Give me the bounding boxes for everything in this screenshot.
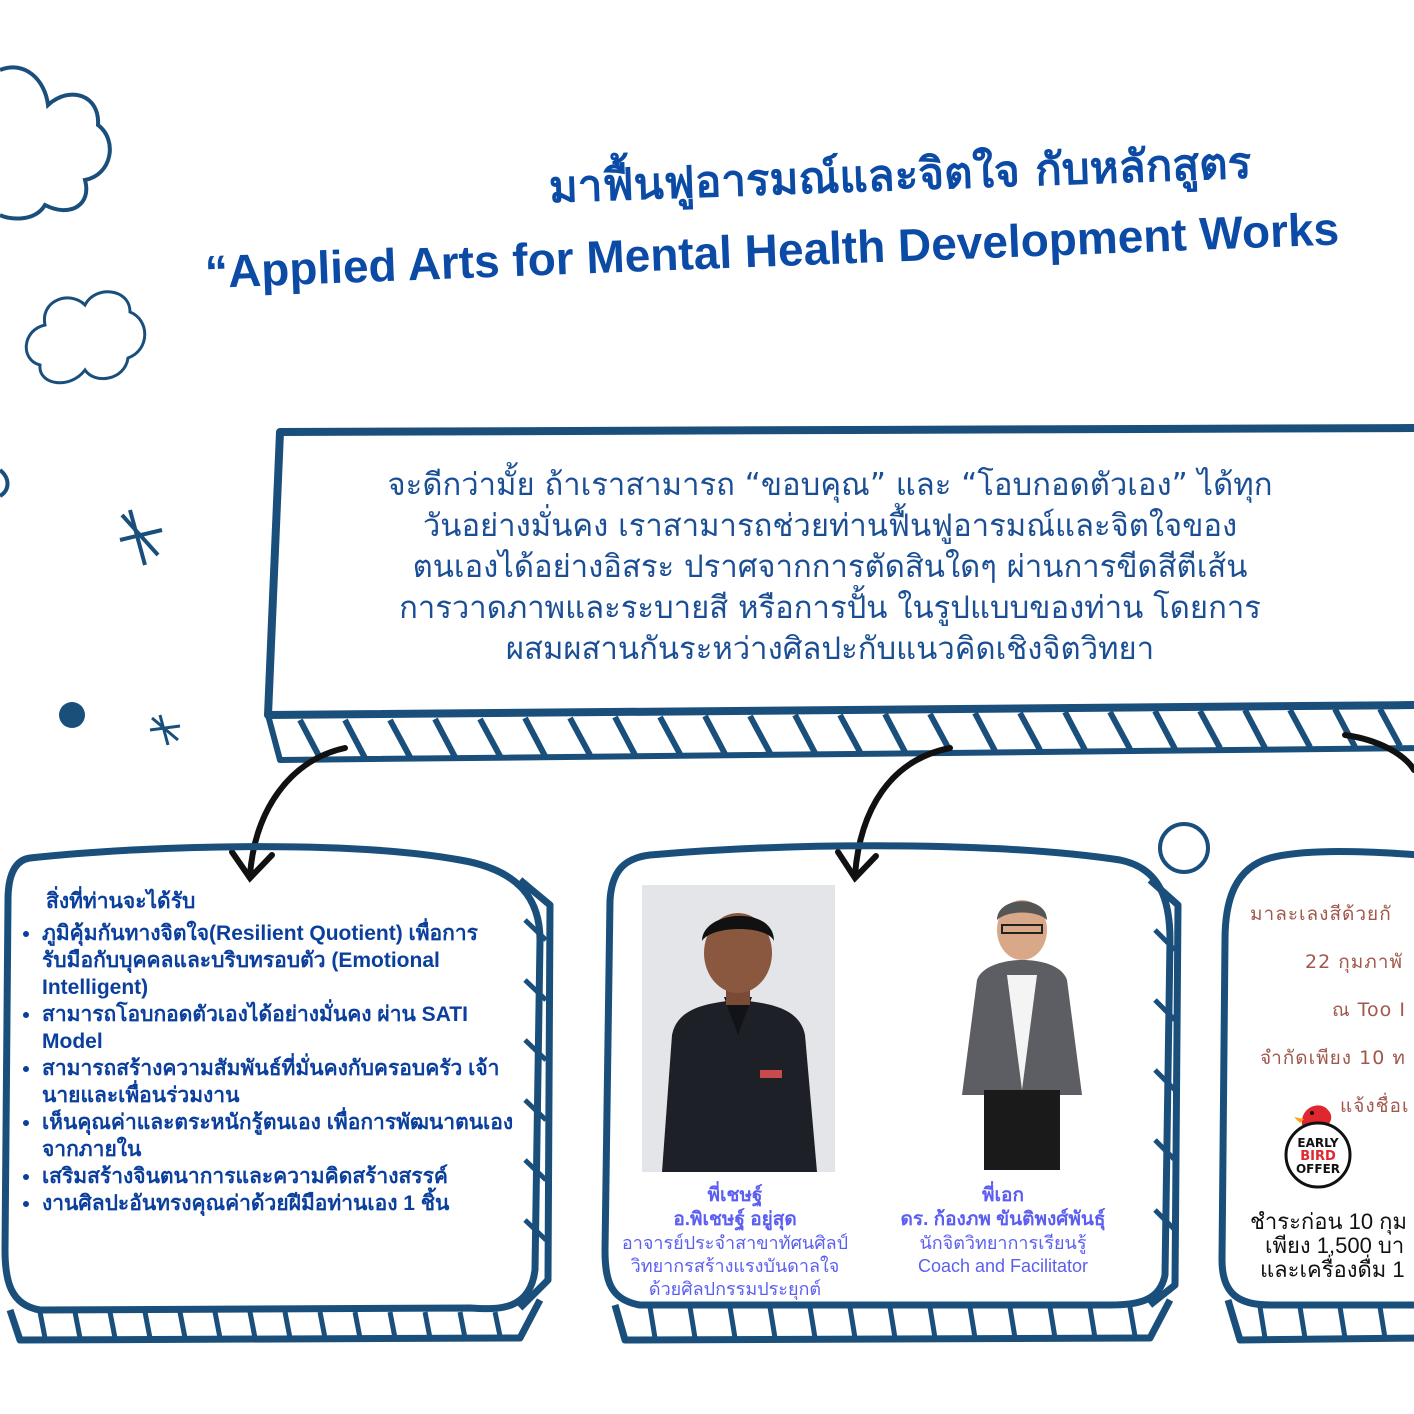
event-line: แจ้งชื่อเ	[1340, 1095, 1410, 1117]
price-line: ชำระก่อน 10 กุม	[1250, 1209, 1408, 1234]
speaker-name: ดร. ก้องภพ ขันติพงศ์พันธุ์	[900, 1209, 1106, 1230]
intro-line: ผสมผสานกันระหว่างศิลปะกับแนวคิดเชิงจิตวิทยา	[505, 631, 1155, 667]
price-line: เพียง 1,500 บา	[1265, 1233, 1405, 1258]
intro-paragraph	[300, 465, 1360, 670]
page-title-english: “Applied Arts for Mental Health Development Works	[204, 202, 1341, 298]
benefits-heading: สิ่งที่ท่านจะได้รับ	[46, 889, 196, 913]
speaker-role: วิทยากรสร้างแรงบันดาลใจ	[630, 1256, 840, 1276]
list-item: • เห็นคุณค่าและตระหนักรู้ตนเอง เพื่อการพัฒนาตนเองจากภายใน	[42, 1109, 520, 1163]
intro-line: จะดีกว่ามั้ย ถ้าเราสามารถ “ขอบคุณ” และ “โอบกอดตัวเอง” ได้ทุก	[387, 467, 1273, 503]
speaker-nickname: พี่เชษฐ์	[707, 1185, 763, 1206]
badge-line-early: EARLY	[1297, 1136, 1339, 1150]
list-item: • ภูมิคุ้มกันทางจิตใจ(Resilient Quotient) เพื่อการรับมือกับบุคคลและบริบทรอบตัว (Emotional Intelligent)	[42, 920, 520, 1001]
event-line: จำกัดเพียง 10 ท	[1260, 1047, 1406, 1069]
dot	[59, 702, 85, 728]
speaker-role: นักจิตวิทยาการเรียนรู้	[919, 1233, 1087, 1253]
cloud-icon	[0, 67, 110, 218]
speaker-role: Coach and Facilitator	[917, 1256, 1089, 1276]
speaker-role: อาจารย์ประจำสาขาทัศนศิลป์	[621, 1233, 849, 1253]
arrow-icon	[232, 748, 345, 878]
speaker-caption-1	[600, 1184, 870, 1301]
event-line: ณ Too I	[1332, 999, 1406, 1021]
intro-line: ตนเองได้อย่างอิสระ ปราศจากการตัดสินใดๆ ผ่านการขีดสีตีเส้น	[412, 549, 1248, 585]
person-illustration	[642, 885, 835, 1172]
event-line: มาละเลงสีด้วยกั	[1250, 903, 1392, 925]
list-item: • สามารถสร้างความสัมพันธ์ที่มั่นคงกับครอบครัว เจ้านายและเพื่อนร่วมงาน	[42, 1055, 520, 1109]
list-item: • เสริมสร้างจินตนาการและความคิดสร้างสรรค์	[42, 1163, 520, 1190]
list-item: • สามารถโอบกอดตัวเองได้อย่างมั่นคง ผ่าน SATI Model	[42, 1001, 520, 1055]
price-info	[1240, 1210, 1414, 1282]
speaker-name: อ.พิเชษฐ์ อยู่สุด	[673, 1209, 797, 1230]
circle-doodle	[1160, 824, 1208, 872]
star-icon	[120, 510, 162, 565]
intro-line: การวาดภาพและระบายสี หรือการปั้น ในรูปแบบของท่าน โดยการ	[399, 590, 1261, 626]
speaker-nickname: พี่เอก	[982, 1185, 1024, 1206]
badge-text	[1288, 1137, 1348, 1176]
event-details	[1240, 890, 1414, 1130]
event-line: 22 กุมภาพั	[1305, 951, 1403, 973]
page-title-thai: มาฟื้นฟูอารมณ์และจิตใจ กับหลักสูตร	[547, 137, 1253, 214]
badge-line-offer: OFFER	[1295, 1162, 1341, 1176]
benefits-panel	[20, 885, 520, 1217]
intro-line: วันอย่างมั่นคง เราสามารถช่วยท่านฟื้นฟูอารมณ์และจิตใจของ	[422, 508, 1238, 544]
badge-line-bird: BIRD	[1300, 1149, 1336, 1164]
person-illustration	[922, 880, 1122, 1170]
early-bird-badge	[1280, 1095, 1360, 1190]
benefits-list	[20, 920, 520, 1217]
speaker-photo-1	[642, 885, 835, 1172]
list-item: • งานศิลปะอันทรงคุณค่าด้วยฝีมือท่านเอง 1 ชิ้น	[42, 1190, 520, 1217]
speaker-caption-2	[868, 1184, 1138, 1278]
cloud-icon	[26, 292, 144, 383]
speaker-photo-2	[922, 880, 1122, 1170]
speaker-role: ด้วยศิลปกรรมประยุกต์	[648, 1279, 822, 1299]
event-hatching	[1260, 1307, 1385, 1338]
arrow-icon	[1345, 735, 1414, 770]
arrow-icon	[838, 748, 950, 878]
star-icon	[150, 715, 180, 745]
price-line: และเครื่องดื่ม 1	[1260, 1257, 1405, 1282]
